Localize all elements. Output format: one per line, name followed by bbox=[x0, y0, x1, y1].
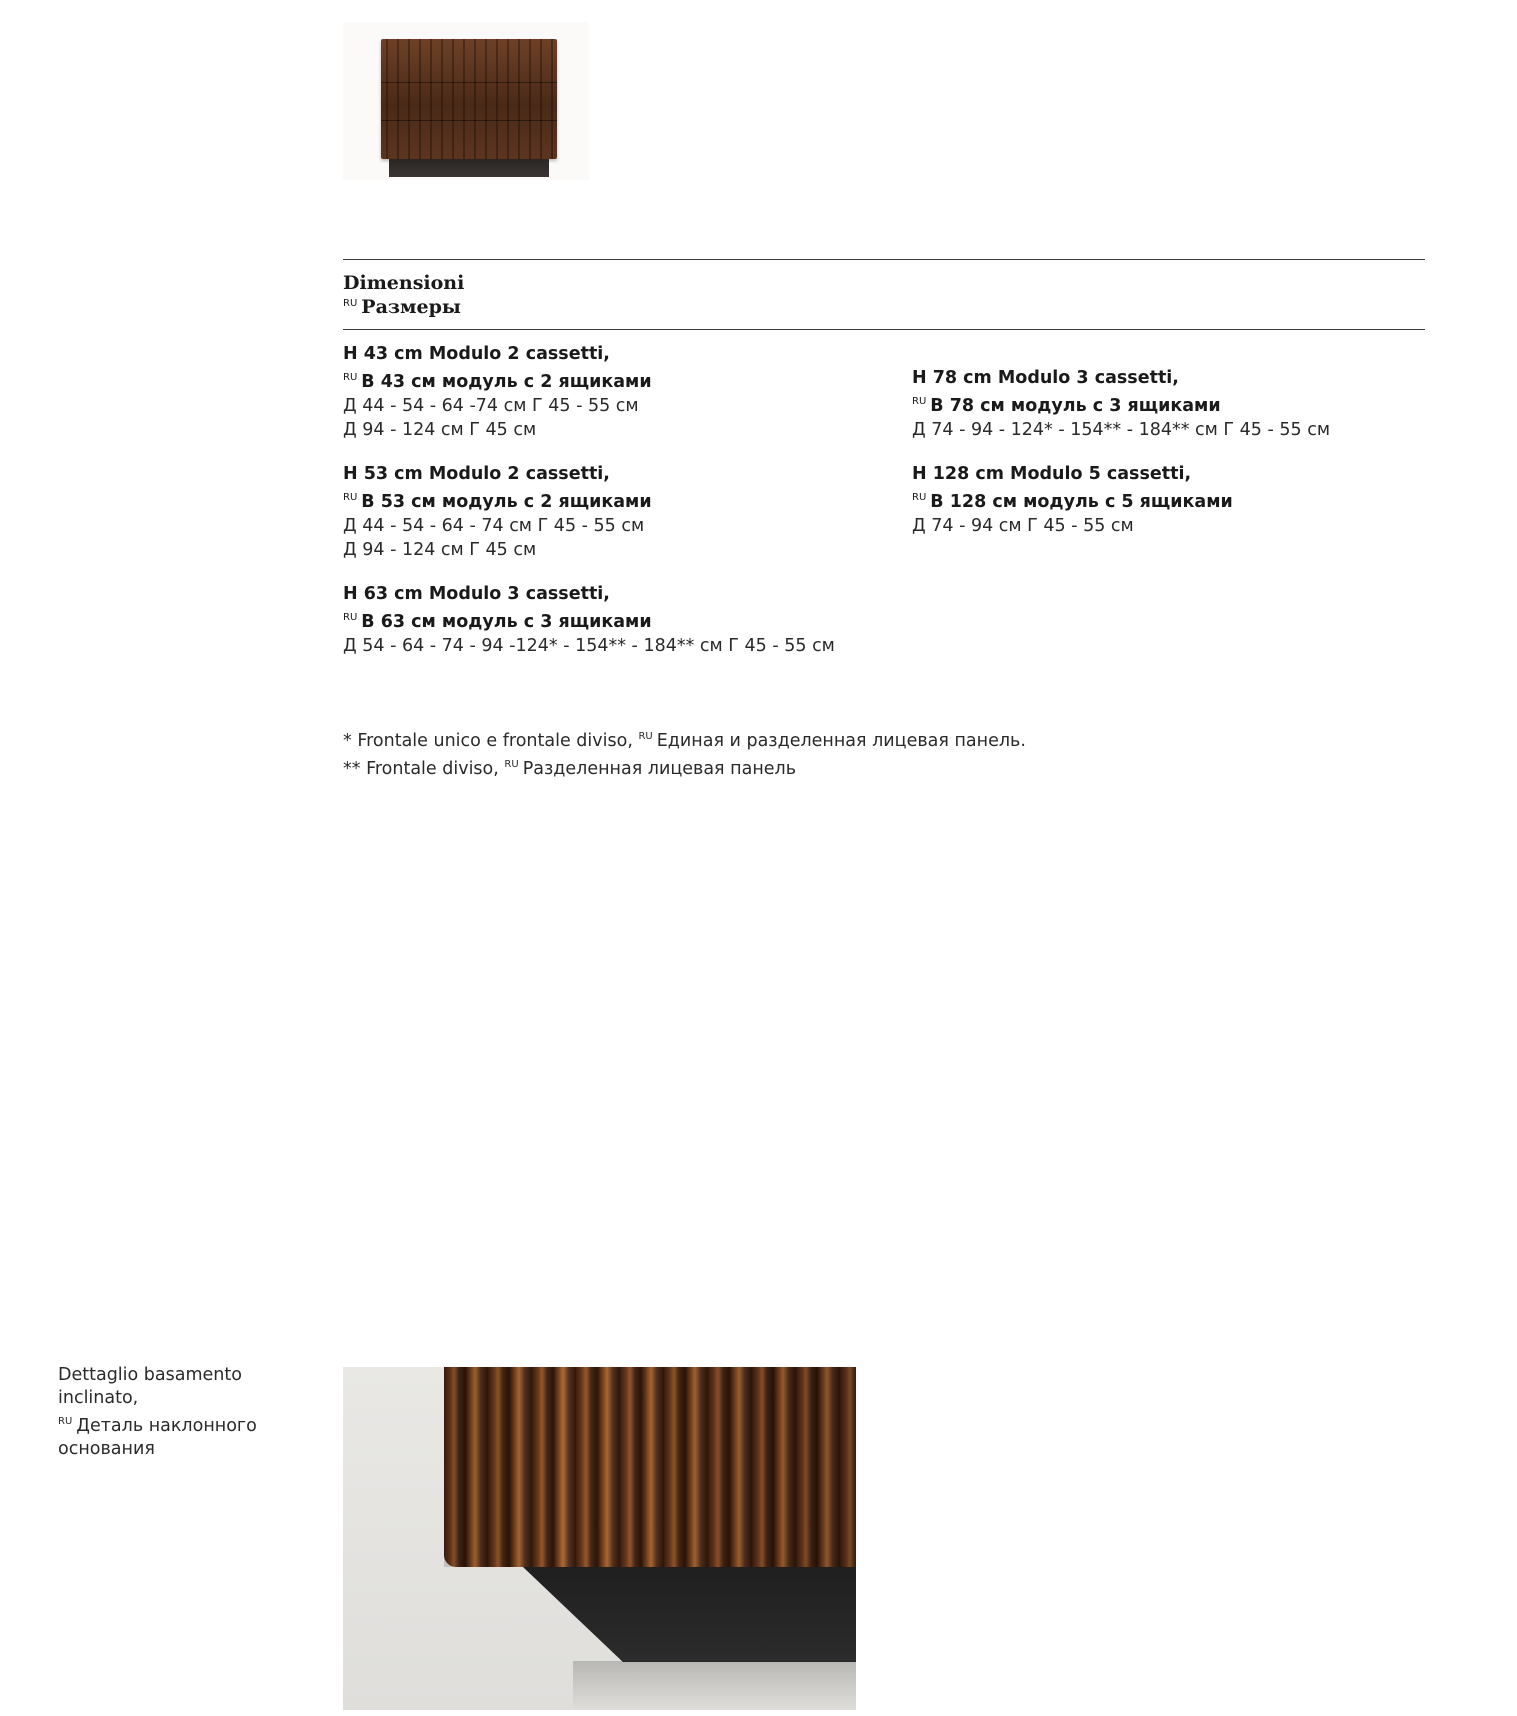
ru-tag: RU bbox=[58, 1416, 73, 1427]
block-title-ru-text: В 78 см модуль с 3 ящиками bbox=[930, 396, 1221, 416]
caption-it-line: inclinato, bbox=[58, 1388, 139, 1408]
wood-shading bbox=[444, 1367, 856, 1567]
block-title-ru-text: В 63 см модуль с 3 ящиками bbox=[361, 612, 652, 632]
block-dims: Д 44 - 54 - 64 -74 см Г 45 - 55 см bbox=[343, 396, 639, 416]
caption-it-line: Dettaglio basamento bbox=[58, 1365, 242, 1385]
section-title-ru-text: Размеры bbox=[361, 296, 461, 318]
block-title-ru-text: В 43 см модуль с 2 ящиками bbox=[361, 372, 652, 392]
footnote-it: ** Frontale diviso, bbox=[343, 759, 499, 779]
block-title-it: H 128 cm Modulo 5 cassetti, bbox=[912, 464, 1192, 484]
block-title-it: H 43 cm Modulo 2 cassetti, bbox=[343, 344, 610, 364]
block-title-it: H 63 cm Modulo 3 cassetti, bbox=[343, 584, 610, 604]
footnotes bbox=[343, 725, 1026, 781]
block-dims: Д 74 - 94 - 124* - 154** - 184** см Г 45 - 55 см bbox=[912, 420, 1331, 440]
caption-ru-text: Деталь наклонного bbox=[76, 1416, 257, 1436]
floor-shadow bbox=[573, 1661, 856, 1710]
drawer-seam bbox=[381, 82, 557, 83]
caption-ru-line bbox=[58, 1410, 257, 1438]
top-divider bbox=[343, 259, 1425, 260]
footnote-it: * Frontale unico e frontale diviso, bbox=[343, 731, 633, 751]
ru-tag: RU bbox=[912, 492, 927, 503]
ru-tag: RU bbox=[343, 612, 358, 623]
product-thumbnail-image bbox=[343, 22, 589, 180]
dimension-block-h43 bbox=[343, 342, 652, 442]
dimension-block-h78 bbox=[912, 366, 1330, 442]
footnote bbox=[343, 725, 1026, 753]
dimension-block-h63 bbox=[343, 582, 835, 658]
base-detail-photo bbox=[343, 1367, 856, 1710]
detail-caption bbox=[58, 1364, 257, 1461]
ru-tag: RU bbox=[638, 731, 653, 742]
ru-tag: RU bbox=[912, 396, 927, 407]
footnote-ru: Единая и разделенная лицевая панель. bbox=[656, 731, 1026, 751]
block-dims: Д 54 - 64 - 74 - 94 -124* - 154** - 184** см Г 45 - 55 см bbox=[343, 636, 835, 656]
block-title-ru bbox=[343, 366, 652, 394]
dimension-block-h128 bbox=[912, 462, 1233, 538]
block-dims: Д 94 - 124 см Г 45 см bbox=[343, 420, 537, 440]
inclined-base bbox=[523, 1567, 856, 1662]
block-title-ru-text: В 53 см модуль с 2 ящиками bbox=[361, 492, 652, 512]
block-title-ru bbox=[343, 606, 835, 634]
section-title-it: Dimensioni bbox=[343, 272, 465, 294]
section-title-ru bbox=[343, 296, 461, 318]
block-title-it: H 53 cm Modulo 2 cassetti, bbox=[343, 464, 610, 484]
caption-ru-line: основания bbox=[58, 1439, 155, 1459]
footnote-ru: Разделенная лицевая панель bbox=[522, 759, 797, 779]
ru-tag: RU bbox=[504, 759, 519, 770]
cabinet-body bbox=[381, 39, 557, 159]
drawer-seam bbox=[381, 120, 557, 121]
block-dims: Д 74 - 94 см Г 45 - 55 см bbox=[912, 516, 1134, 536]
footnote bbox=[343, 753, 1026, 781]
block-dims: Д 94 - 124 см Г 45 см bbox=[343, 540, 537, 560]
header-divider bbox=[343, 329, 1425, 330]
block-dims: Д 44 - 54 - 64 - 74 см Г 45 - 55 см bbox=[343, 516, 645, 536]
cabinet-base bbox=[389, 159, 549, 177]
block-title-ru bbox=[912, 486, 1233, 514]
ru-tag: RU bbox=[343, 372, 358, 383]
block-title-ru bbox=[343, 486, 652, 514]
ru-tag: RU bbox=[343, 298, 358, 309]
ru-tag: RU bbox=[343, 492, 358, 503]
block-title-it: H 78 cm Modulo 3 cassetti, bbox=[912, 368, 1179, 388]
block-title-ru-text: В 128 см модуль с 5 ящиками bbox=[930, 492, 1233, 512]
block-title-ru bbox=[912, 390, 1330, 418]
dimension-block-h53 bbox=[343, 462, 652, 562]
